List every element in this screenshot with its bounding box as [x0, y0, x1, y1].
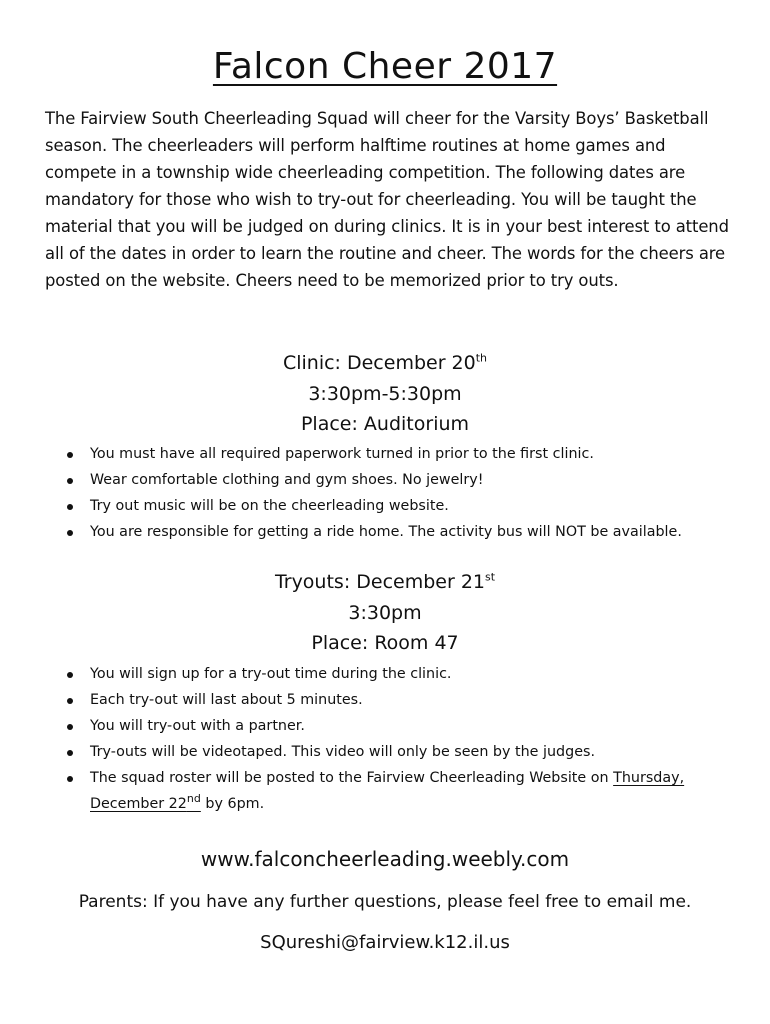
- tryouts-date-suffix: st: [485, 570, 496, 584]
- list-item-text: You are responsible for getting a ride home. The activity bus will NOT be available.: [90, 524, 682, 540]
- clinic-bullet-list: [62, 441, 742, 545]
- tryouts-place: Place: Room 47: [311, 632, 459, 654]
- page-title-text: Falcon Cheer 2017: [212, 46, 558, 87]
- list-item: [62, 519, 742, 545]
- list-item-text: Each try-out will last about 5 minutes.: [90, 692, 363, 708]
- page-title: [0, 44, 770, 90]
- roster-prefix-text: The squad roster will be posted to the Fairview Cheerleading Website on: [90, 770, 614, 786]
- list-item-text: Try out music will be on the cheerleading website.: [90, 498, 449, 514]
- list-item-text: Wear comfortable clothing and gym shoes. No jewelry!: [90, 472, 484, 488]
- website-url: www.falconcheerleading.weebly.com: [200, 847, 570, 871]
- bullet-icon: [67, 504, 73, 510]
- list-item: [62, 739, 742, 765]
- bullet-icon: [67, 724, 73, 730]
- list-item-text: You will sign up for a try-out time during the clinic.: [90, 666, 452, 682]
- bullet-icon: [67, 672, 73, 678]
- list-item-text: You will try-out with a partner.: [90, 718, 305, 734]
- list-item-text: Try-outs will be videotaped. This video will only be seen by the judges.: [90, 744, 595, 760]
- list-item: [62, 713, 742, 739]
- tryouts-time: 3:30pm: [348, 601, 422, 624]
- list-item: [62, 467, 742, 493]
- roster-end-text: by 6pm.: [200, 796, 265, 812]
- roster-date-text: Thursday, December 22: [90, 770, 685, 812]
- bullet-icon: [67, 452, 73, 458]
- list-item: [62, 661, 742, 687]
- list-item: [62, 687, 742, 713]
- bullet-icon: [67, 478, 73, 484]
- clinic-date-text: Clinic: December 20: [282, 352, 476, 374]
- list-item-text: You must have all required paperwork turned in prior to the first clinic.: [90, 446, 594, 462]
- list-item: [62, 441, 742, 467]
- clinic-time: 3:30pm-5:30pm: [308, 382, 462, 405]
- roster-date-suffix: nd: [186, 792, 201, 806]
- bullet-icon: [67, 530, 73, 536]
- contact-email: SQureshi@fairview.k12.il.us: [260, 932, 510, 953]
- clinic-date-suffix: th: [475, 351, 488, 365]
- tryouts-header: [0, 567, 770, 659]
- tryouts-bullet-list: [62, 661, 742, 817]
- clinic-header: [0, 348, 770, 440]
- list-item: [62, 765, 742, 817]
- tryouts-date: [0, 567, 770, 598]
- intro-paragraph: The Fairview South Cheerleading Squad will cheer for the Varsity Boys’ Basketball season. The cheerleaders will perform halftime routines at home games and compete in a township wide cheerleading competition. The following dates are mandatory for those who wish to try-out for cheerleading. You will be taught the material that you will be judged on during clinics. It is in your best interest to attend all of the dates in order to learn the routine and cheer. The words for the cheers are posted on the website. Cheers need to be memorized prior to try outs.: [45, 109, 729, 290]
- clinic-place: Place: Auditorium: [300, 413, 470, 435]
- tryouts-date-text: Tryouts: December 21: [274, 571, 486, 593]
- clinic-date: [0, 348, 770, 379]
- bullet-icon: [67, 776, 73, 782]
- bullet-icon: [67, 750, 73, 756]
- bullet-icon: [67, 698, 73, 704]
- parents-note: Parents: If you have any further questions, please feel free to email me.: [78, 892, 692, 912]
- list-item: [62, 493, 742, 519]
